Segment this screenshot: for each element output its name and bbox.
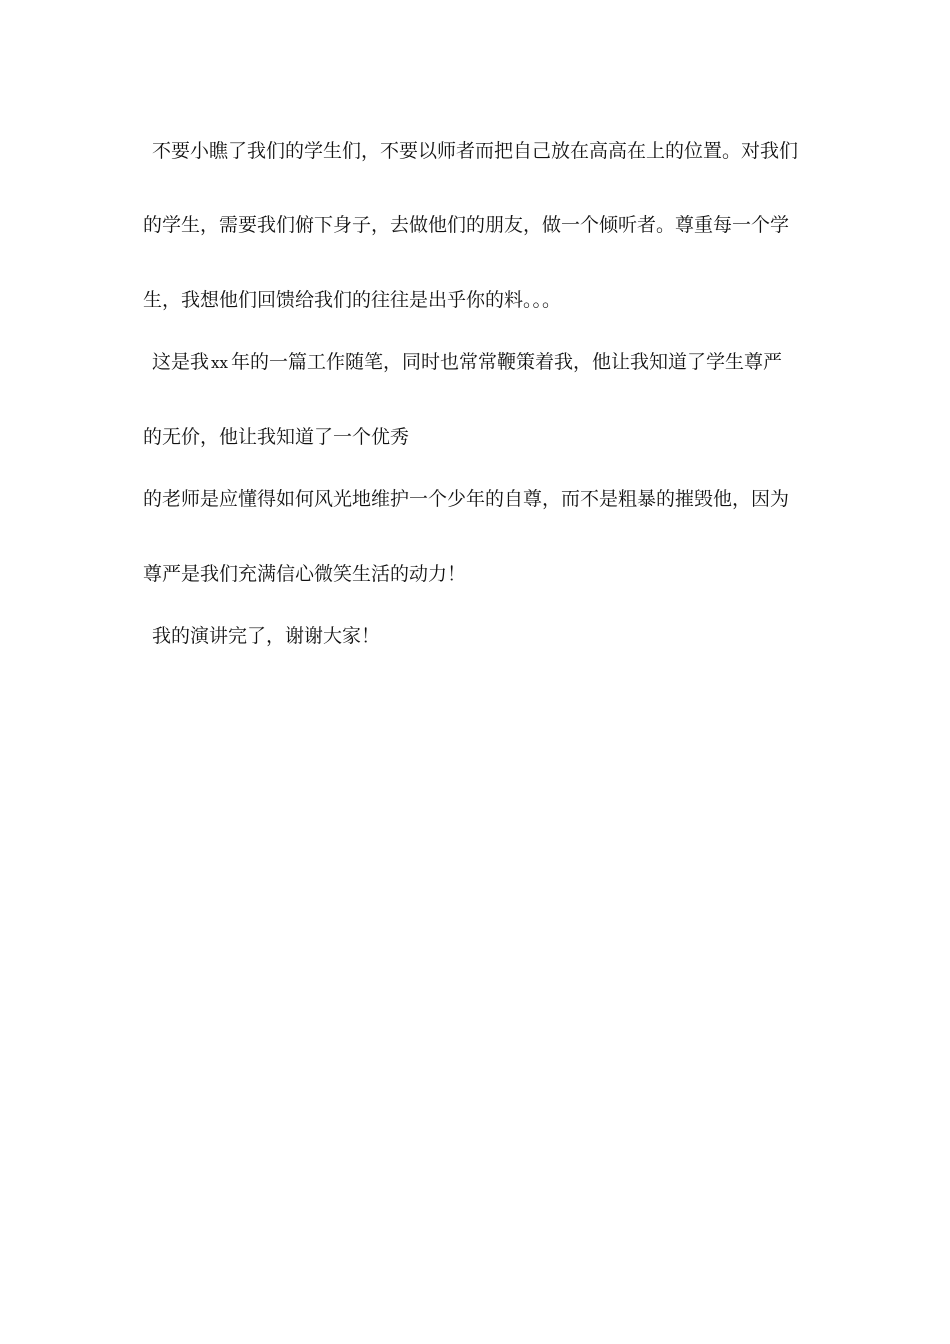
paragraph-2-line-2: 的无价，他让我知道了一个优秀 (143, 426, 410, 448)
paragraph-4-line-1: 我的演讲完了，谢谢大家！ (152, 625, 381, 647)
year-placeholder: xx (211, 354, 228, 372)
paragraph-2-text-start: 这是我 (152, 351, 210, 373)
paragraph-3-line-1: 的老师是应懂得如何风光地维护一个少年的自尊，而不是粗暴的摧毁他，因为 (143, 488, 790, 510)
paragraph-2-text-end: 年的一篇工作随笔，同时也常常鞭策着我，他让我知道了学生尊严 (230, 351, 782, 373)
paragraph-1-line-3: 生，我想他们回馈给我们的往往是出乎你的料。。。 (143, 289, 562, 311)
paragraph-1-line-2: 的学生，需要我们俯下身子，去做他们的朋友，做一个倾听者。尊重每一个学 (143, 214, 790, 236)
paragraph-3-line-2: 尊严是我们充满信心微笑生活的动力！ (143, 563, 467, 585)
paragraph-2-line-1 (152, 350, 782, 375)
paragraph-1-line-1: 不要小瞧了我们的学生们，不要以师者而把自己放在高高在上的位置。对我们 (152, 140, 799, 162)
